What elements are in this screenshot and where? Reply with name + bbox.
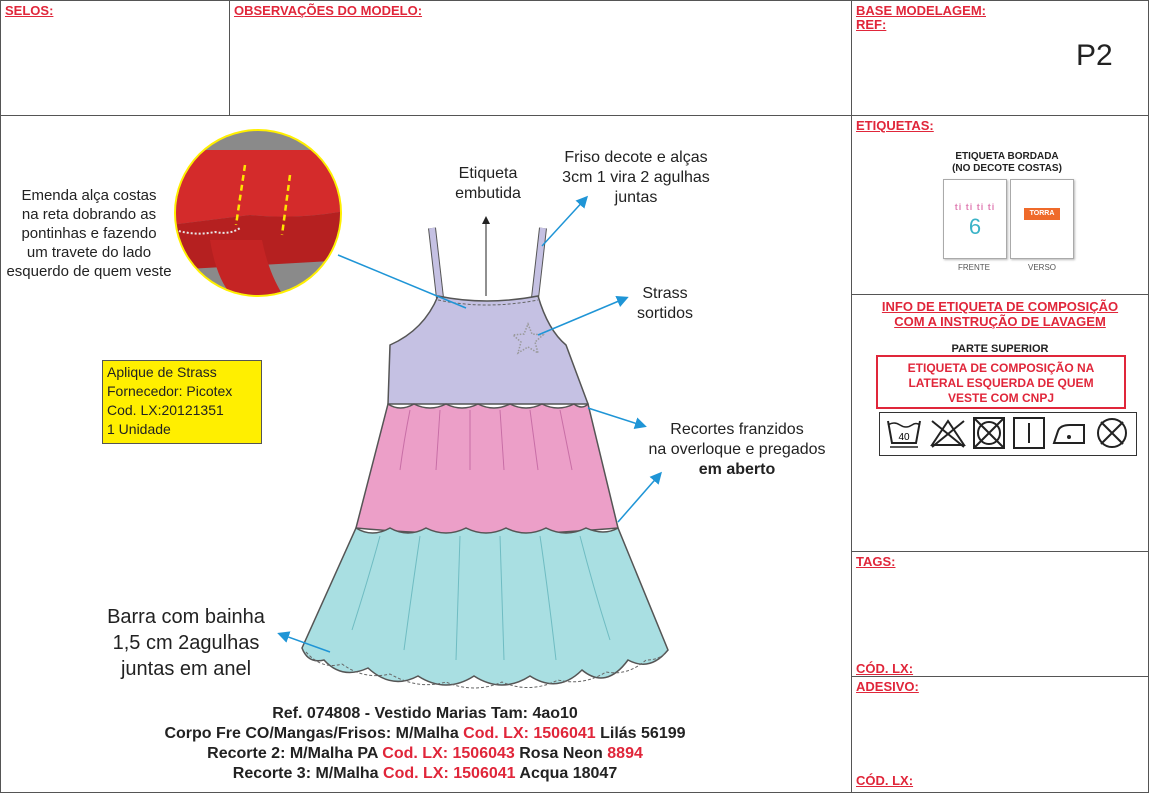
etiquetas-box xyxy=(851,115,1149,295)
footer-line2-a: Corpo Fre CO/Mangas/Frisos: M/Malha xyxy=(164,725,464,742)
footer-line-1 xyxy=(0,704,850,724)
footer-line2-code: Cod. LX: 1506041 xyxy=(463,725,596,742)
friso-line-1: Friso decote e alças xyxy=(564,149,708,166)
friso-line-2: 3cm 1 vira 2 agulhas xyxy=(562,169,710,186)
dress-straps xyxy=(432,228,543,298)
etiquetas-label: ETIQUETAS: xyxy=(856,118,934,133)
friso-annotation xyxy=(538,148,734,208)
no-tumble-dry-icon xyxy=(974,418,1004,448)
footer-line3-b: Rosa Neon xyxy=(514,745,608,762)
ref-label: REF: xyxy=(856,17,887,32)
recortes-line-3: em aberto xyxy=(698,461,776,478)
etiqueta-composicao-line3: VESTE COM CNPJ xyxy=(947,391,1055,405)
footer-line4-b: Acqua 18047 xyxy=(515,765,618,782)
strass-annotation xyxy=(620,284,710,324)
line-dry-icon xyxy=(1014,418,1044,448)
care-symbols-svg xyxy=(880,413,1136,455)
footer-line-3 xyxy=(0,744,850,764)
etiqueta-bordada-line2: (NO DECOTE COSTAS) xyxy=(952,163,1062,174)
emenda-line-2: na reta dobrando as xyxy=(21,206,157,223)
label-front xyxy=(943,179,1007,259)
parte-superior-label: PARTE SUPERIOR xyxy=(951,343,1049,355)
footer-line-4 xyxy=(0,764,850,784)
observacoes-label: OBSERVAÇÕES DO MODELO: xyxy=(234,3,423,18)
dress-bodice xyxy=(388,296,588,404)
etiqueta-line-1: Etiqueta xyxy=(458,165,518,182)
seam-detail-inset xyxy=(170,125,350,305)
dress-bottom-tier xyxy=(302,528,668,685)
label-back xyxy=(1010,179,1074,259)
strass-line-2: sortidos xyxy=(636,305,694,322)
dress-middle-tier xyxy=(356,404,618,534)
strass-arrow xyxy=(538,298,626,335)
size-value: P2 xyxy=(1076,39,1113,72)
back-logo: TORRA xyxy=(1024,208,1060,220)
aplique-line-1: Aplique de Strass xyxy=(107,364,217,380)
etiqueta-bordada-line1: ETIQUETA BORDADA xyxy=(955,151,1059,162)
recortes-annotation xyxy=(636,420,838,480)
wash-temp: 40 xyxy=(898,432,910,443)
adesivo-label: ADESIVO: xyxy=(856,679,919,694)
barra-line-3: juntas em anel xyxy=(120,658,252,680)
iron-icon xyxy=(1054,425,1084,443)
info-composicao-title xyxy=(852,299,1148,329)
tags-label: TAGS: xyxy=(856,554,896,569)
emenda-line-5: esquerdo de quem veste xyxy=(6,263,172,280)
barra-annotation xyxy=(82,604,290,682)
adesivo-box xyxy=(851,676,1149,793)
etiqueta-composicao-line2: LATERAL ESQUERDA DE QUEM xyxy=(908,376,1094,390)
emenda-line-1: Emenda alça costas xyxy=(21,187,157,204)
tags-box xyxy=(851,551,1149,677)
verso-caption: VERSO xyxy=(1028,263,1057,272)
etiqueta-composicao-box xyxy=(876,355,1126,409)
etiqueta-embutida-annotation xyxy=(436,164,540,204)
etiqueta-bordada-title xyxy=(912,151,1102,175)
strass-line-1: Strass xyxy=(642,285,688,302)
emenda-line-3: pontinhas e fazendo xyxy=(21,225,157,242)
aplique-line-4: 1 Unidade xyxy=(107,421,171,437)
front-number: 6 xyxy=(968,214,982,239)
footer-line-2 xyxy=(0,724,850,744)
aplique-line-3: Cod. LX:20121351 xyxy=(107,402,224,418)
recortes-arrow-2 xyxy=(618,474,660,522)
aplique-note xyxy=(102,360,262,444)
frente-caption: FRENTE xyxy=(958,263,990,272)
emenda-line-4: um travete do lado xyxy=(26,244,152,261)
emenda-annotation xyxy=(0,186,178,281)
adesivo-cod-lx-label: CÓD. LX: xyxy=(856,773,914,788)
no-dry-clean-icon xyxy=(1098,419,1126,447)
footer-ref: Ref. 074808 - Vestido Marias Tam: 4ao10 xyxy=(272,705,578,722)
tags-cod-lx-label: CÓD. LX: xyxy=(856,661,914,676)
friso-line-3: juntas xyxy=(614,189,658,206)
emenda-arrow xyxy=(338,255,466,308)
wash-40-icon xyxy=(888,421,920,447)
base-modelagem-label: BASE MODELAGEM: xyxy=(856,3,986,18)
footer-line3-color: 8894 xyxy=(607,745,643,762)
footer-line4-a: Recorte 3: M/Malha xyxy=(232,765,384,782)
footer-line4-code: Cod. LX: 1506041 xyxy=(383,765,516,782)
recortes-line-2: na overloque e pregados xyxy=(648,441,826,458)
info-composicao-line1: INFO DE ETIQUETA DE COMPOSIÇÃO xyxy=(881,299,1119,314)
selos-label: SELOS: xyxy=(5,3,54,18)
recortes-line-1: Recortes franzidos xyxy=(670,421,804,438)
barra-line-2: 1,5 cm 2agulhas xyxy=(112,632,260,654)
barra-line-1: Barra com bainha xyxy=(107,606,265,628)
footer-line2-b: Lilás 56199 xyxy=(595,725,686,742)
base-modelagem-box xyxy=(851,0,1149,116)
front-logo: ti ti ti ti xyxy=(954,202,996,212)
etiqueta-composicao-line1: ETIQUETA DE COMPOSIÇÃO NA xyxy=(907,361,1095,375)
aplique-line-2: Fornecedor: Picotex xyxy=(107,383,233,399)
composicao-box xyxy=(851,294,1149,552)
footer-line3-code: Cod. LX: 1506043 xyxy=(382,745,515,762)
no-bleach-icon xyxy=(932,421,964,447)
footer-line3-a: Recorte 2: M/Malha PA xyxy=(207,745,383,762)
care-symbols xyxy=(879,412,1137,456)
info-composicao-line2: COM A INSTRUÇÃO DE LAVAGEM xyxy=(894,314,1106,329)
etiqueta-line-2: embutida xyxy=(455,185,521,202)
